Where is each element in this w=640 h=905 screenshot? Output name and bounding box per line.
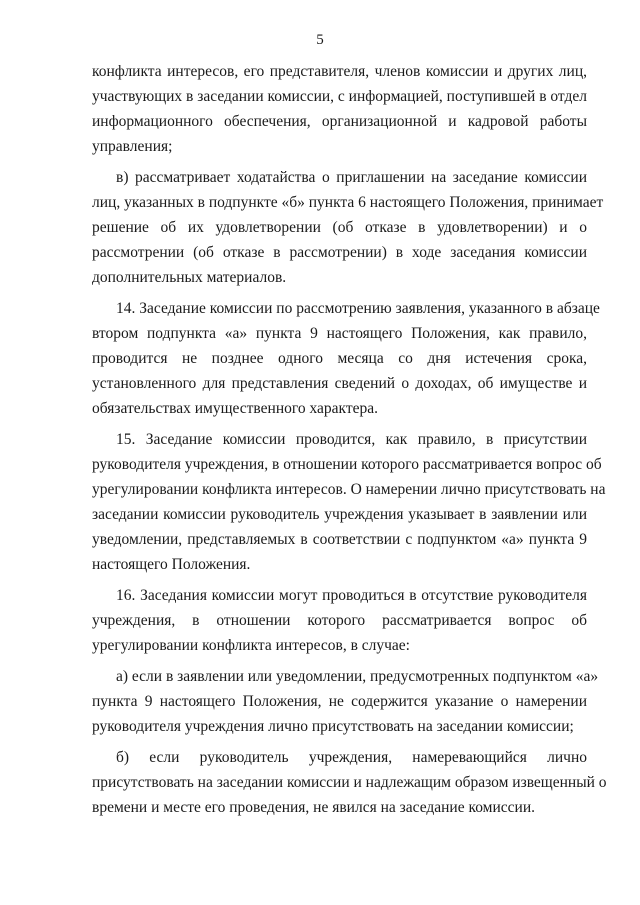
document-body (92, 59, 607, 826)
text-line: дополнительных материалов. (92, 269, 287, 286)
text-line: участвующих в заседании комиссии, с информацией, поступившей в отдел (92, 88, 588, 105)
text-line: присутствовать на заседании комиссии и надлежащим образом извещенный о (92, 774, 607, 791)
text-line: пункта 9 настоящего Положения, не содержится указание о намерении (92, 693, 587, 710)
text-line: учреждения, в отношении которого рассматривается вопрос об (92, 612, 587, 629)
text-line: уведомлении, представляемых в соответствии с подпунктом «а» пункта 9 (92, 531, 587, 548)
text-line: конфликта интересов, его представителя, членов комиссии и других лиц, (92, 63, 587, 80)
text-line: руководителя учреждения лично присутствовать на заседании комиссии; (92, 718, 574, 735)
text-line: в) рассматривает ходатайства о приглашении на заседание комиссии (116, 169, 587, 186)
text-line: заседании комиссии руководитель учреждения указывает в заявлении или (92, 506, 587, 523)
text-line: времени и месте его проведения, не явился на заседание комиссии. (92, 799, 536, 816)
text-line: настоящего Положения. (92, 556, 251, 573)
text-line: управления; (92, 138, 173, 155)
paragraph-continuation (92, 59, 587, 159)
page-number: 5 (316, 32, 324, 48)
text-line: урегулировании конфликта интересов, в случае: (92, 637, 410, 654)
text-line: 15. Заседание комиссии проводится, как правило, в присутствии (116, 431, 587, 448)
text-line: информационного обеспечения, организационной и кадровой работы (92, 113, 587, 130)
text-line: 16. Заседания комиссии могут проводиться в отсутствие руководителя (116, 587, 587, 604)
text-line: 14. Заседание комиссии по рассмотрению заявления, указанного в абзаце (116, 300, 600, 317)
text-line: проводится не позднее одного месяца со дня истечения срока, (92, 350, 587, 367)
text-line: установленного для представления сведений о доходах, об имуществе и (92, 375, 587, 392)
text-line: б) если руководитель учреждения, намеревающийся лично (116, 749, 587, 766)
paragraph-13v (92, 165, 604, 290)
text-line: рассмотрении (об отказе в рассмотрении) в ходе заседания комиссии (92, 244, 587, 261)
text-line: лиц, указанных в подпункте «б» пункта 6 настоящего Положения, принимает (92, 194, 604, 211)
text-line: втором подпункта «а» пункта 9 настоящего Положения, как правило, (92, 325, 587, 342)
text-line: урегулировании конфликта интересов. О намерении лично присутствовать на (92, 481, 606, 498)
text-line: обязательствах имущественного характера. (92, 400, 379, 417)
paragraph-15 (92, 427, 606, 577)
text-line: руководителя учреждения, в отношении которого рассматривается вопрос об (92, 456, 602, 473)
text-line: решение об их удовлетворении (об отказе в удовлетворении) и о (92, 219, 587, 236)
paragraph-16 (92, 583, 587, 658)
paragraph-16a (92, 664, 599, 739)
paragraph-14 (92, 296, 600, 421)
text-line: а) если в заявлении или уведомлении, предусмотренных подпунктом «а» (116, 668, 599, 685)
paragraph-16b (92, 745, 607, 820)
